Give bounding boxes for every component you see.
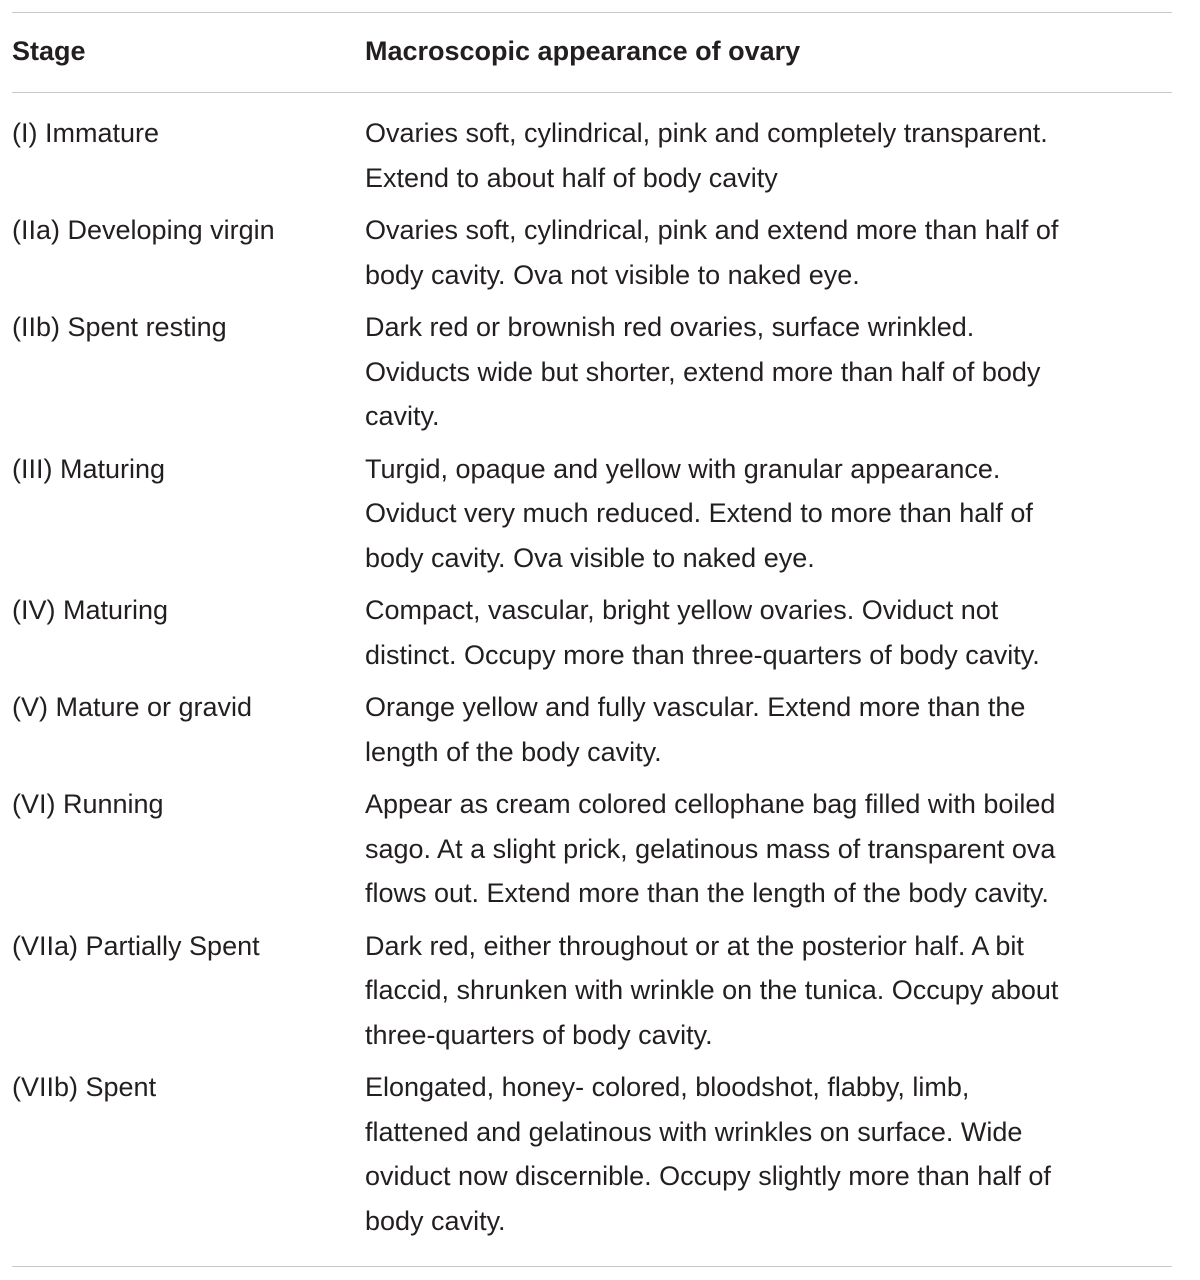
stage-cell: (IIa) Developing virgin (12, 215, 275, 245)
header-appearance: Macroscopic appearance of ovary (365, 36, 801, 66)
table-header-rule (12, 92, 1172, 93)
stage-cell: (IV) Maturing (12, 595, 169, 625)
stage-cell: (IIb) Spent resting (12, 312, 227, 342)
header-stage: Stage (12, 36, 86, 66)
appearance-cell: Orange yellow and fully vascular. Extend more than the length of the body cavity. (365, 692, 1026, 767)
stage-cell: (VIIb) Spent (12, 1072, 157, 1102)
table-row (0, 1065, 1200, 1243)
table-row (0, 924, 1200, 1058)
appearance-cell: Dark red, either throughout or at the posterior half. A bit flaccid, shrunken with wrinkle on the tunica. Occupy about three-quarters of body cavity. (365, 930, 1059, 1050)
table-row (0, 447, 1200, 581)
table-row (0, 208, 1200, 297)
appearance-cell: Ovaries soft, cylindrical, pink and completely transparent. Extend to about half of body cavity (365, 118, 1048, 193)
table-row (0, 305, 1200, 439)
appearance-cell: Compact, vascular, bright yellow ovaries. Oviduct not distinct. Occupy more than three-quarters of body cavity. (365, 595, 1040, 670)
appearance-cell: Turgid, opaque and yellow with granular appearance. Oviduct very much reduced. Extend to more than half of body cavity. Ova visible to naked eye. (365, 453, 1033, 573)
stage-cell: (VIIa) Partially Spent (12, 930, 260, 961)
appearance-cell: Ovaries soft, cylindrical, pink and extend more than half of body cavity. Ova not visible to naked eye. (365, 215, 1059, 290)
stage-cell: (V) Mature or gravid (12, 692, 253, 722)
stage-cell: (VI) Running (12, 789, 164, 819)
table-body (0, 111, 1200, 1251)
appearance-cell: Appear as cream colored cellophane bag filled with boiled sago. At a slight prick, gelatinous mass of transparent ova flows out. Extend more than the length of the body cavity. (365, 789, 1056, 908)
stage-cell: (I) Immature (12, 118, 160, 148)
table-row (0, 588, 1200, 677)
table-top-rule (12, 12, 1172, 13)
appearance-cell: Dark red or brownish red ovaries, surface wrinkled. Oviducts wide but shorter, extend more than half of body cavity. (365, 312, 1041, 431)
table-row (0, 782, 1200, 916)
table-row (0, 685, 1200, 774)
appearance-cell: Elongated, honey- colored, bloodshot, flabby, limb, flattened and gelatinous with wrinkles on surface. Wide oviduct now discernible. Occupy slightly more than half of body cavity. (365, 1072, 1051, 1236)
table-bottom-rule (12, 1266, 1172, 1267)
stage-cell: (III) Maturing (12, 453, 166, 484)
table-row (0, 111, 1200, 200)
